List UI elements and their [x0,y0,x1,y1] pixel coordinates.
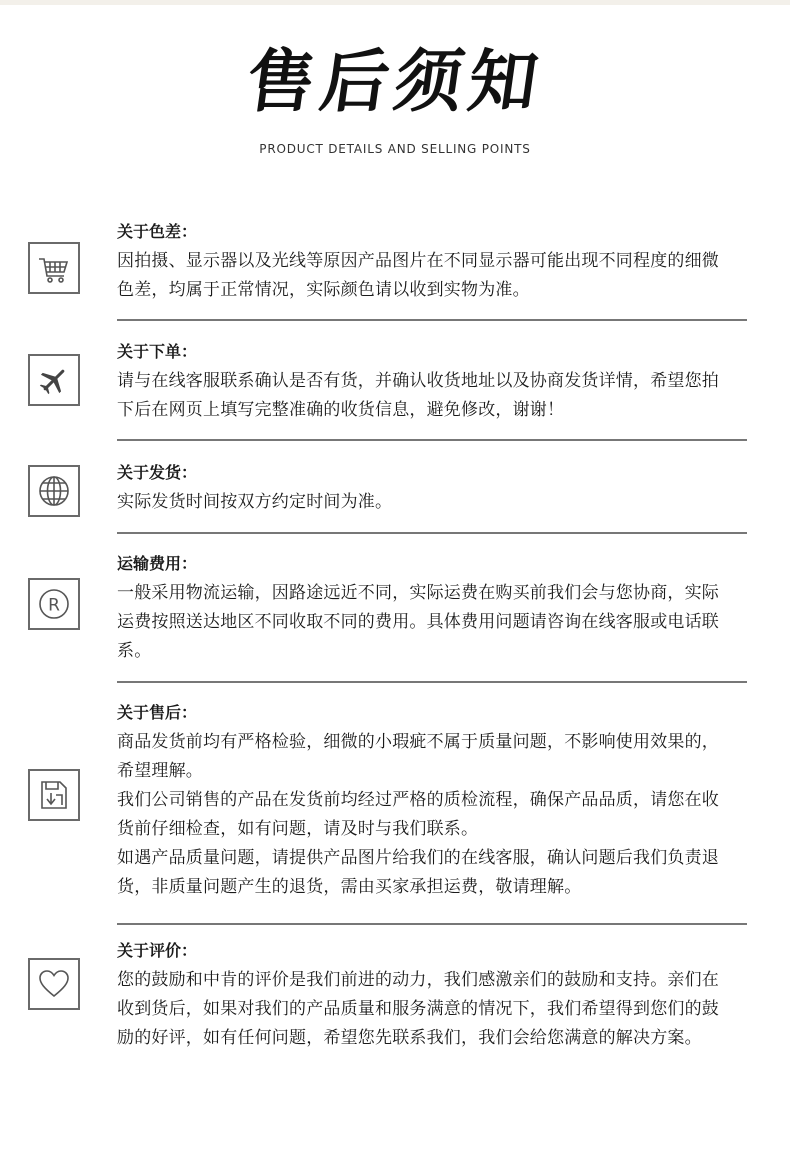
return-box-icon [28,769,80,821]
section-paragraph: 商品发货前均有严格检验，细微的小瑕疵不属于质量问题，不影响使用效果的，希望理解。 [117,732,719,781]
section-paragraph: 实际发货时间按双方约定时间为准。 [117,492,393,512]
globe-icon [28,465,80,517]
shopping-cart-icon [28,242,80,294]
section-paragraph: 因拍摄、显示器以及光线等原因产品图片在不同显示器可能出现不同程度的细微色差，均属于正常情况，实际颜色请以收到实物为准。 [117,251,719,300]
section-paragraph: 我们公司销售的产品在发货前均经过严格的质检流程，确保产品品质，请您在收货前仔细检查，如有问题，请及时与我们联系。 [117,790,719,839]
section-paragraph: 您的鼓励和中肯的评价是我们前进的动力，我们感激亲们的鼓励和支持。亲们在收到货后，如果对我们的产品质量和服务满意的情况下，我们希望得到您们的鼓励的好评，如有任何问题，希望您先联系我们，我们会给您满意的解决方案。 [117,970,719,1048]
page-header [0,42,790,156]
heart-icon [28,958,80,1010]
divider [117,923,747,925]
divider [117,681,747,683]
divider [117,319,747,321]
section-title: 运输费用： [117,554,198,573]
registered-icon [28,578,80,630]
section-title: 关于评价： [117,941,198,960]
divider [117,532,747,534]
section-paragraph: 一般采用物流运输，因路途远近不同，实际运费在购买前我们会与您协商，实际运费按照送达地区不同收取不同的费用。具体费用问题请咨询在线客服或电话联系。 [117,583,719,661]
section-paragraph: 如遇产品质量问题，请提供产品图片给我们的在线客服，确认问题后我们负责退货，非质量问题产生的退货，需由买家承担运费，敬请理解。 [117,848,719,897]
page-title: 售后须知 [241,42,549,122]
airplane-icon [28,354,80,406]
section-title: 关于售后： [117,703,198,722]
page-subtitle: PRODUCT DETAILS AND SELLING POINTS [259,142,531,156]
divider [117,439,747,441]
section-title: 关于下单： [117,342,198,361]
section-title: 关于色差： [117,222,198,241]
section-title: 关于发货： [117,463,198,482]
section-paragraph: 请与在线客服联系确认是否有货，并确认收货地址以及协商发货详情，希望您拍下后在网页上填写完整准确的收货信息，避免修改，谢谢！ [117,371,719,420]
svg-text:R: R [48,595,60,616]
top-strip [0,0,790,5]
